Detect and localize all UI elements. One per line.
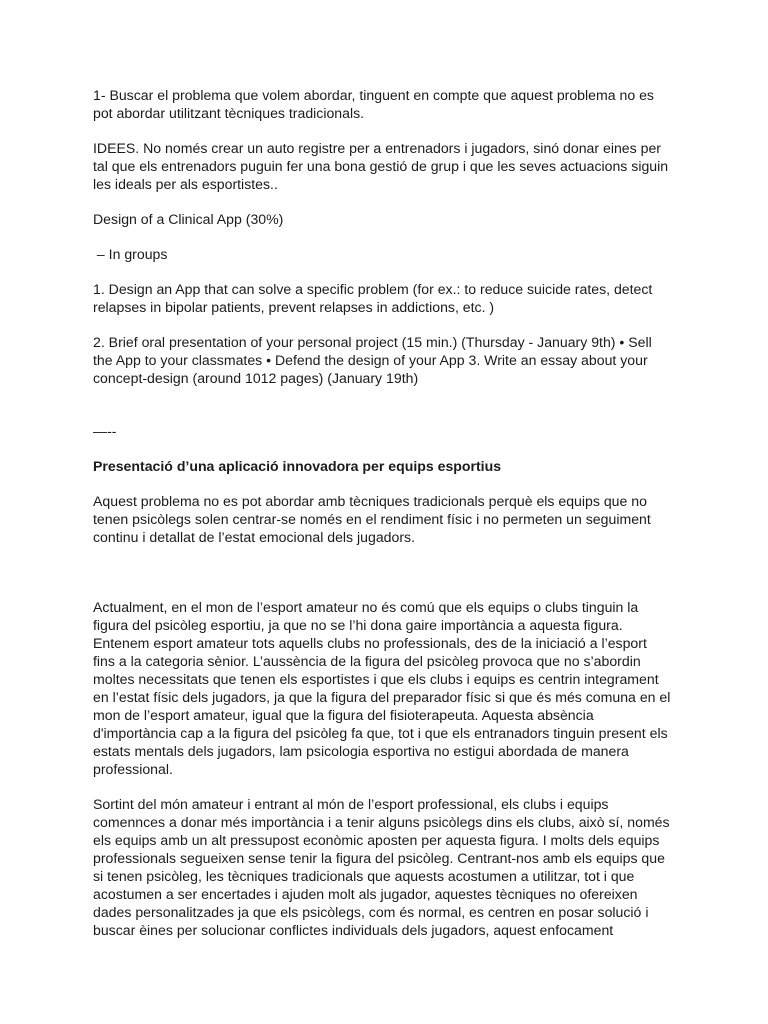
text-line: the App to your classmates • Defend the design of your App 3. Write an essay about your: [93, 352, 648, 368]
text-line: IDEES. No només crear un auto registre per a entrenadors i jugadors, sinó donar eines per: [93, 140, 661, 156]
text-line: figura del psicòleg esportiu, ja que no se l’hi dona gaire importància a aquesta figura.: [93, 617, 623, 633]
text-line: en l’estat físic dels jugadors, ja que la figura del preparador físic si que és més comuna en el: [93, 689, 671, 705]
text-line: si tenen psicòleg, les tècniques tradicionals que aquests acostumen a utilitzar, tot i que: [93, 868, 635, 884]
text-line: 1. Design an App that can solve a specific problem (for ex.: to reduce suicide rates, detect: [93, 281, 653, 297]
text-line: 1- Buscar el problema que volem abordar, tinguent en compte que aquest problema no es: [93, 87, 654, 103]
text-line: pot abordar utilitzant tècniques tradicionals.: [93, 105, 365, 121]
text-line: Sortint del món amateur i entrant al món de l’esport professional, els clubs i equips: [93, 796, 609, 812]
text-line: continu i detallat de l’estat emocional dels jugadors.: [93, 529, 416, 545]
text-line: d'importància cap a la figura del psicòleg fa que, tot i que els entranadors tinguin present els: [93, 725, 668, 741]
text-line: dades personalitzades ja que els psicòlegs, com és normal, es centren en posar solució i: [93, 904, 649, 920]
text-line: tenen psicòlegs solen centrar-se només en el rendiment físic i no permeten un seguiment: [93, 511, 651, 527]
professional-paragraph: [93, 795, 683, 939]
ideas-paragraph: [93, 139, 683, 193]
text-line: Entenem esport amateur tots aquells clubs no professionals, des de la iniciació a l’esport: [93, 635, 647, 651]
text-line: Actualment, en el mon de l’esport amateur no és comú que els equips o clubs tinguin la: [93, 599, 639, 615]
section-heading: [93, 457, 683, 475]
text-line: concept-design (around 1012 pages) (January 19th): [93, 370, 419, 386]
text-line: —--: [93, 423, 117, 439]
task-paragraph: [93, 86, 683, 122]
separator-line: [93, 422, 683, 440]
text-line: Design of a Clinical App (30%): [93, 211, 284, 227]
intro-paragraph: [93, 492, 683, 546]
text-line: relapses in bipolar patients, prevent relapses in addictions, etc. ): [93, 299, 495, 315]
text-line: acostumen a ser encertades i ajuden molt als jugador, aquestes tècniques no ofereixen: [93, 886, 638, 902]
text-line: professional.: [93, 761, 173, 777]
text-line: els equips amb un alt pressupost econòmic aposten per aquesta figura. I molts dels equips: [93, 832, 660, 848]
text-line: buscar èines per solucionar conflictes individuals dels jugadors, aquest enfocament: [93, 922, 614, 938]
text-line: professionals segueixen sense tenir la figura del psicòleg. Centrant-nos amb els equips que: [93, 850, 665, 866]
text-line: moltes necessitats que tenen els esportistes i que els clubs i equips es centrin integrament: [93, 671, 659, 687]
text-line: Aquest problema no es pot abordar amb tècniques tradicionals perquè els equips que no: [93, 493, 647, 509]
text-line: les ideals per als esportistes..: [93, 176, 278, 192]
text-line: fins a la categoria sènior. L’aussència de la figura del psicòleg provoca que no s’abordin: [93, 653, 641, 669]
text-line: tal que els entrenadors puguin fer una bona gestió de grup i que les seves actuacions siguin: [93, 158, 669, 174]
document-page: [93, 86, 683, 939]
point-2-paragraph: [93, 333, 683, 387]
design-title: [93, 210, 683, 228]
point-1-paragraph: [93, 280, 683, 316]
amateur-paragraph: [93, 598, 683, 778]
text-line: mon de l’esport amateur, igual que la figura del fisioterapeuta. Aquesta absència: [93, 707, 594, 723]
text-line: comennces a donar més importància i a tenir alguns psicòlegs dins els clubs, això sí, només: [93, 814, 670, 830]
text-line: 2. Brief oral presentation of your personal project (15 min.) (Thursday - January 9th) • Sell: [93, 334, 652, 350]
text-line: estats mentals dels jugadors, lam psicologia esportiva no estigui abordada de manera: [93, 743, 629, 759]
text-line: – In groups: [93, 246, 168, 262]
in-groups-line: [93, 245, 683, 263]
text-line: Presentació d’una aplicació innovadora per equips esportius: [93, 458, 502, 474]
